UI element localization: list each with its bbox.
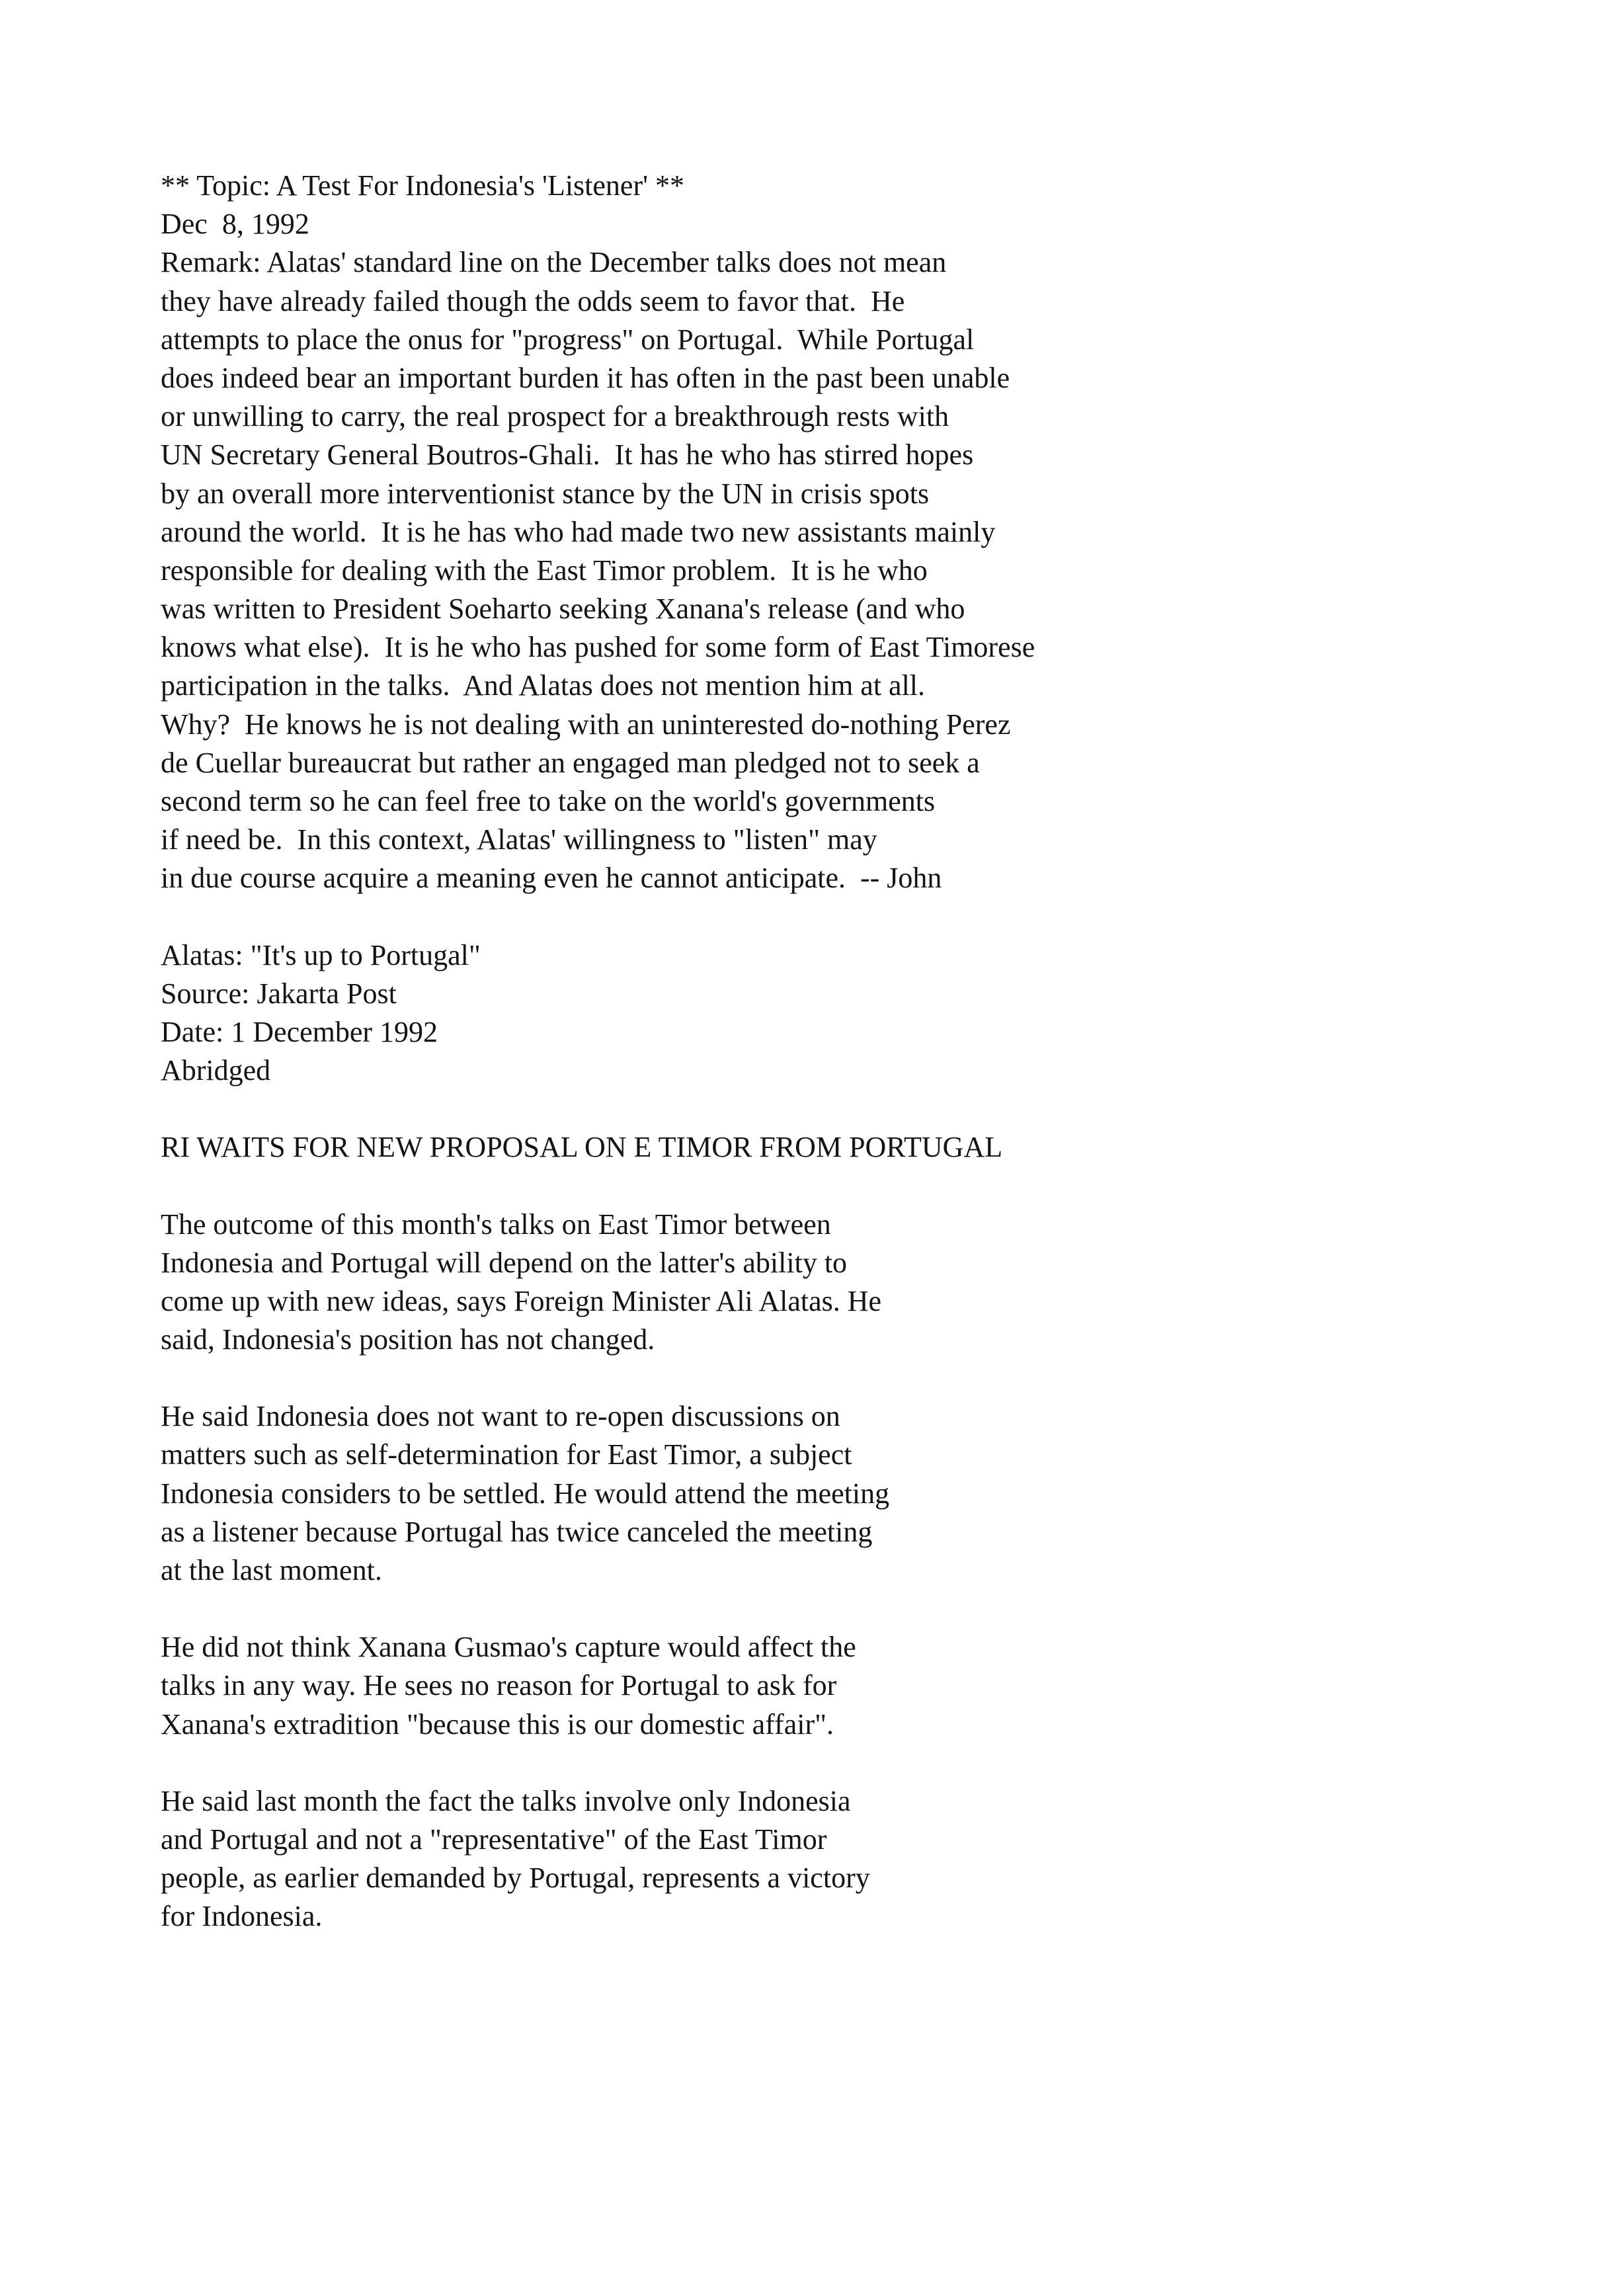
document-page [161, 167, 1483, 1936]
remark-block [161, 243, 1483, 897]
paragraph-line: He did not think Xanana Gusmao's capture would affect the [161, 1631, 856, 1664]
paragraph-line: Indonesia and Portugal will depend on the latter's ability to [161, 1246, 848, 1279]
spacer [161, 1590, 1483, 1628]
remark-line: attempts to place the onus for "progress" on Portugal. While Portugal [161, 323, 975, 356]
remark-line: participation in the talks. And Alatas does not mention him at all. [161, 669, 926, 702]
article-title: Alatas: "It's up to Portugal" [161, 938, 481, 971]
spacer [161, 1167, 1483, 1206]
paragraph-line: Indonesia considers to be settled. He would attend the meeting [161, 1477, 890, 1510]
paragraph-line: matters such as self-determination for East Timor, a subject [161, 1438, 852, 1471]
remark-line: de Cuellar bureaucrat but rather an engaged man pledged not to seek a [161, 746, 980, 779]
article-source: Source: Jakarta Post [161, 977, 397, 1010]
paragraph-line: come up with new ideas, says Foreign Minister Ali Alatas. He [161, 1284, 882, 1317]
paragraph-line: said, Indonesia's position has not changed. [161, 1323, 655, 1356]
spacer [161, 898, 1483, 936]
spacer [161, 1359, 1483, 1397]
paragraph-line: as a listener because Portugal has twice canceled the meeting [161, 1515, 873, 1548]
remark-line: if need be. In this context, Alatas' willingness to "listen" may [161, 823, 877, 856]
paragraph-line: He said Indonesia does not want to re-open discussions on [161, 1400, 840, 1433]
paragraph-line: people, as earlier demanded by Portugal, represents a victory [161, 1862, 870, 1895]
paragraph [161, 1782, 1483, 1936]
remark-line: Remark: Alatas' standard line on the December talks does not mean [161, 246, 947, 279]
paragraph [161, 1628, 1483, 1744]
remark-line: second term so he can feel free to take on the world's governments [161, 785, 936, 817]
paragraph-line: Xanana's extradition "because this is our domestic affair". [161, 1707, 834, 1741]
remark-line: in due course acquire a meaning even he cannot anticipate. -- John [161, 862, 942, 895]
paragraph-line: talks in any way. He sees no reason for Portugal to ask for [161, 1669, 837, 1702]
article-meta [161, 936, 1483, 1090]
article-date: Date: 1 December 1992 [161, 1015, 438, 1048]
remark-line: or unwilling to carry, the real prospect for a breakthrough rests with [161, 400, 949, 433]
remark-line: by an overall more interventionist stance by the UN in crisis spots [161, 477, 930, 510]
paragraph-line: for Indonesia. [161, 1900, 323, 1933]
topic-line: ** Topic: A Test For Indonesia's 'Listener' ** [161, 169, 685, 202]
header [161, 167, 1483, 243]
paragraph-line: The outcome of this month's talks on East Timor between [161, 1208, 831, 1241]
paragraph-line: at the last moment. [161, 1554, 382, 1586]
date-line: Dec 8, 1992 [161, 208, 309, 241]
remark-line: UN Secretary General Boutros-Ghali. It has he who has stirred hopes [161, 438, 974, 472]
remark-line: was written to President Soeharto seeking Xanana's release (and who [161, 593, 965, 626]
remark-line: Why? He knows he is not dealing with an uninterested do-nothing Perez [161, 708, 1011, 741]
paragraph-line: He said last month the fact the talks involve only Indonesia [161, 1784, 851, 1817]
paragraph-line: and Portugal and not a "representative" of the East Timor [161, 1823, 827, 1856]
paragraph [161, 1397, 1483, 1590]
article-headline: RI WAITS FOR NEW PROPOSAL ON E TIMOR FROM PORTUGAL [161, 1131, 1003, 1164]
spacer [161, 1090, 1483, 1128]
remark-line: does indeed bear an important burden it has often in the past been unable [161, 361, 1010, 394]
remark-line: knows what else). It is he who has pushed for some form of East Timorese [161, 631, 1035, 664]
remark-line: they have already failed though the odds seem to favor that. He [161, 284, 905, 317]
spacer [161, 1744, 1483, 1782]
article-note: Abridged [161, 1054, 271, 1087]
paragraph [161, 1206, 1483, 1360]
remark-line: responsible for dealing with the East Timor problem. It is he who [161, 554, 928, 587]
remark-line: around the world. It is he has who had made two new assistants mainly [161, 515, 996, 548]
